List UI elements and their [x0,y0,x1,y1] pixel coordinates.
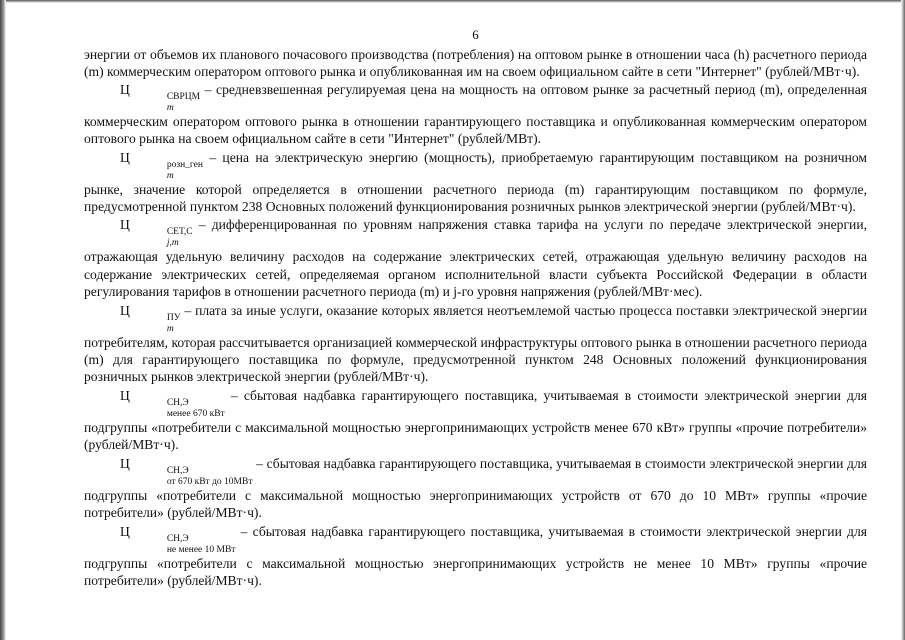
symbol-subscript: менее 670 кВт [166,408,225,419]
formula-symbol [120,455,253,487]
formula-symbol [120,523,236,555]
definition-paragraph [84,302,867,386]
definition-paragraph [84,81,867,148]
symbol-superscript: розн_ген [166,159,203,170]
symbol-subscript: от 670 кВт до 10МВт [166,476,253,487]
definition-paragraph [84,455,867,522]
symbol-base: Ц [120,217,130,233]
symbol-base: Ц [120,81,130,97]
definition-paragraph [84,523,867,590]
symbol-indices [131,161,203,181]
formula-symbol [120,149,203,181]
definition-text: – сбытовая надбавка гарантирующего поставщика, учитываемая в стоимости электрической энергии для подгруппы «потребители с максимальной мощностью энергопринимающих устройств менее 670 кВт» группы «прочие потребители» (рублей/МВт·ч). [84,387,867,453]
symbol-superscript: СВРЦМ [166,91,201,102]
symbol-superscript: ПУ [166,312,181,323]
definition-text: – плата за иные услуги, оказание которых является неотъемлемой частью процесса поставки электрической энергии потребителям, которая рассчитывается организацией коммерческой инфраструктуры оптового рынка в отношении расчетного периода (m) для гарантирующего поставщика по формуле, предусмотренной пунктом 248 Основных положений функционирования розничных рынков электрической энергии (рублей/МВт·ч). [84,302,867,385]
page-edge-top [0,0,905,3]
symbol-superscript: СН,Э [166,465,189,476]
definition-text: – дифференцированная по уровням напряжения ставка тарифа на услуги по передаче электрической энергии, отражающая удельную величину расходов на содержание электрических сетей, отражающая удельную величину расходов на содержание электрических сетей, определяемая органом исполнительной власти субъекта Российской Федерации в области регулирования тарифов в отношении расчетного периода (m) и j-го уровня напряжения (рублей/МВт·мес). [84,217,867,300]
definition-text: – цена на электрическую энергию (мощность), приобретаемую гарантирующим поставщиком на розничном рынке, значение которой определяется в отношении расчетного периода (m) гарантирующим поставщиком по формуле, предусмотренной пунктом 238 Основных положений функционирования розничных рынков электрической энергии (рублей/МВт·ч). [84,149,867,215]
formula-symbol [120,81,201,113]
symbol-indices [131,467,253,487]
definition-paragraph [84,216,867,300]
symbol-superscript: СЕТ,С [166,227,193,238]
symbol-indices [131,535,236,555]
formula-symbol [120,387,225,419]
page-edge-right [901,0,905,640]
symbol-indices [131,228,193,248]
page-number: 6 [472,27,479,42]
symbol-indices [131,399,225,419]
page-edge-left [0,0,6,640]
document-page [84,28,867,589]
symbol-base: Ц [120,455,130,471]
symbol-indices [131,93,200,113]
intro-paragraph: энергии от объемов их планового почасового производства (потребления) на оптовом рынке в отношении часа (h) расчетного периода (m) коммерческим оператором оптового рынка и опубликованная им на своем официальном сайте в сети "Интернет" (рублей/МВт·ч). [84,47,867,80]
definition-paragraph [84,387,867,454]
formula-symbol [120,217,193,249]
symbol-subscript: m [166,323,174,334]
definition-text: – средневзвешенная регулируемая цена на мощность на оптовом рынке за расчетный период (m), определенная коммерческим оператором оптового рынка в отношении гарантирующего поставщика и опубликованная коммерческим оператором оптового рынка на своем официальном сайте в сети "Интернет" (рублей/МВт). [84,81,867,147]
definition-text: – сбытовая надбавка гарантирующего поставщика, учитываемая в стоимости электрической энергии для подгруппы «потребители с максимальной мощностью энергопринимающих устройств от 670 до 10 МВт» группы «прочие потребители» (рублей/МВт·ч). [84,455,867,521]
symbol-superscript: СН,Э [166,397,189,408]
symbol-base: Ц [120,387,130,403]
symbol-subscript: j,m [166,238,179,249]
symbol-subscript: не менее 10 МВт [166,544,236,555]
formula-symbol [120,302,181,334]
symbol-subscript: m [166,170,174,181]
symbol-base: Ц [120,523,130,539]
symbol-superscript: СН,Э [166,533,189,544]
definitions-list [84,81,867,590]
symbol-subscript: m [166,102,174,113]
definition-paragraph [84,149,867,216]
symbol-base: Ц [120,149,130,165]
symbol-base: Ц [120,302,130,318]
definition-text: – сбытовая надбавка гарантирующего поставщика, учитываемая в стоимости электрической энергии для подгруппы «потребители с максимальной мощностью энергопринимающих устройств не менее 10 МВт» группы «прочие потребители» (рублей/МВт·ч). [84,523,867,588]
symbol-indices [131,314,181,334]
